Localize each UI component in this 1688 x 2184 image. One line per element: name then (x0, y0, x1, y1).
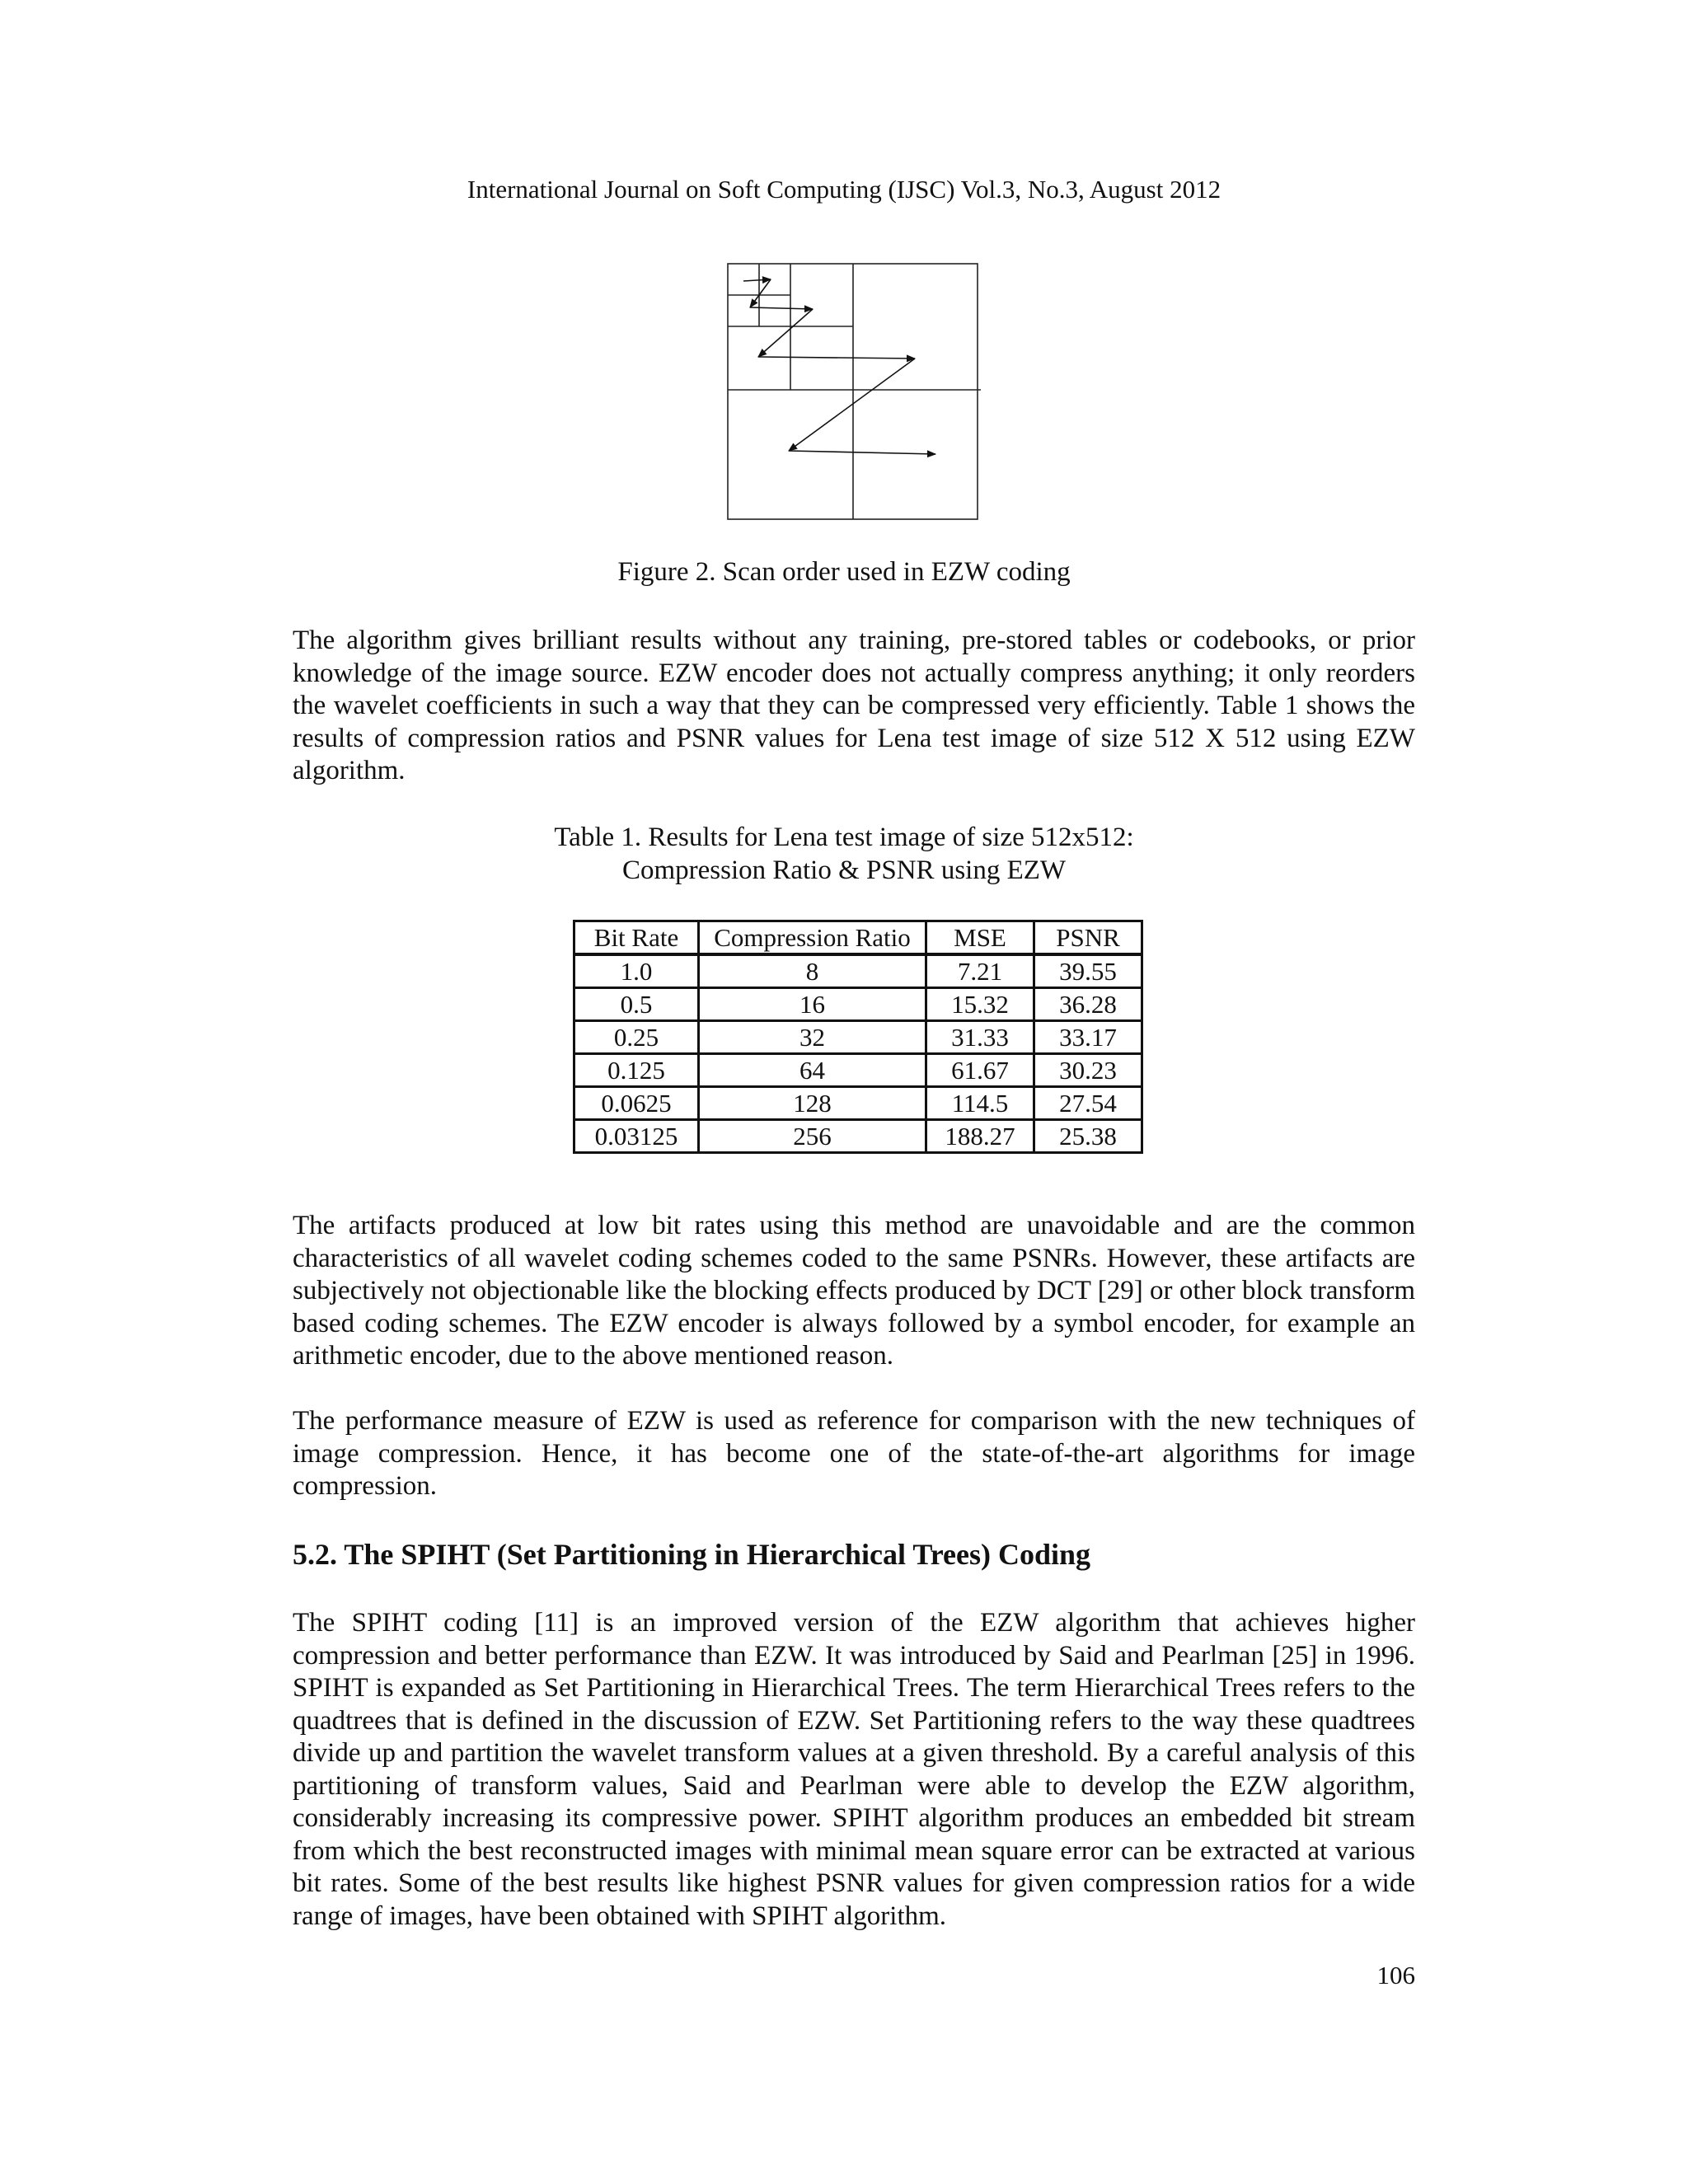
header-bit-rate: Bit Rate (574, 921, 699, 955)
table-row (574, 1120, 1142, 1153)
cell-bit-rate: 0.125 (574, 1054, 699, 1087)
header-compression-ratio: Compression Ratio (699, 921, 926, 955)
ezw-results-table (573, 920, 1143, 1154)
cell-compression-ratio: 256 (699, 1120, 926, 1153)
cell-compression-ratio: 16 (699, 988, 926, 1021)
cell-mse: 188.27 (926, 1120, 1034, 1153)
table-header-row (574, 921, 1142, 955)
cell-bit-rate: 0.0625 (574, 1087, 699, 1120)
table-row (574, 1087, 1142, 1120)
cell-psnr: 27.54 (1034, 1087, 1142, 1120)
cell-mse: 15.32 (926, 988, 1034, 1021)
table-row (574, 954, 1142, 988)
ezw-scan-order-figure (725, 260, 982, 522)
cell-mse: 61.67 (926, 1054, 1034, 1087)
table-caption-line-1: Table 1. Results for Lena test image of size 512x512: (554, 823, 1134, 852)
cell-compression-ratio: 64 (699, 1054, 926, 1087)
cell-psnr: 36.28 (1034, 988, 1142, 1021)
cell-mse: 7.21 (926, 954, 1034, 988)
section-heading-spiht: 5.2. The SPIHT (Set Partitioning in Hierarchical Trees) Coding (293, 1538, 1091, 1571)
cell-compression-ratio: 8 (699, 954, 926, 988)
scan-path (743, 279, 935, 454)
table-row (574, 988, 1142, 1021)
paragraph-spiht: The SPIHT coding [11] is an improved version of the EZW algorithm that achieves higher compression and better performance than EZW. It was introduced by Said and Pearlman [25] in 1996. SPIHT is expanded as Set Partitioning in Hierarchical Trees. The term Hierarchical Trees refers to the quadtrees that is defined in the discussion of EZW. Set Partitioning refers to the way these quadtrees divide up and partition the wavelet transform values at a given threshold. By a careful analysis of this partitioning of transform values, Said and Pearlman were able to develop the EZW algorithm, considerably increasing its compressive power. SPIHT algorithm produces an embedded bit stream from which the best reconstructed images with minimal mean square error can be extracted at various bit rates. Some of the best results like highest PSNR values for given compression ratios for a wide range of images, have been obtained with SPIHT algorithm. (293, 1608, 1415, 1931)
table-caption-line-2: Compression Ratio & PSNR using EZW (621, 855, 1067, 885)
cell-psnr: 30.23 (1034, 1054, 1142, 1087)
page-number: 106 (1376, 1961, 1415, 1990)
running-header: International Journal on Soft Computing (IJSC) Vol.3, No.3, August 2012 (467, 175, 1221, 204)
cell-bit-rate: 0.03125 (574, 1120, 699, 1153)
cell-compression-ratio: 128 (699, 1087, 926, 1120)
table-row (574, 1054, 1142, 1087)
cell-mse: 31.33 (926, 1021, 1034, 1054)
table-caption (0, 821, 1688, 887)
table-row (574, 1021, 1142, 1054)
cell-psnr: 33.17 (1034, 1021, 1142, 1054)
subband-grid (728, 264, 981, 519)
paragraph-artifacts: The artifacts produced at low bit rates using this method are unavoidable and are the common characteristics of all wavelet coding schemes coded to the same PSNRs. However, these artifacts are subjectively not objectionable like the blocking effects produced by DCT [29] or other block transform based coding schemes. The EZW encoder is always followed by a symbol encoder, for example an arithmetic encoder, due to the above mentioned reason. (293, 1211, 1415, 1371)
paragraph-ezw-results: The algorithm gives brilliant results without any training, pre-stored tables or codebooks, or prior knowledge of the image source. EZW encoder does not actually compress anything; it only reorders the wavelet coefficients in such a way that they can be compressed very efficiently. Table 1 shows the results of compression ratios and PSNR values for Lena test image of size 512 X 512 using EZW algorithm. (293, 626, 1415, 785)
header-mse: MSE (926, 921, 1034, 955)
cell-psnr: 39.55 (1034, 954, 1142, 988)
figure-caption: Figure 2. Scan order used in EZW coding (617, 557, 1071, 587)
cell-bit-rate: 0.5 (574, 988, 699, 1021)
cell-compression-ratio: 32 (699, 1021, 926, 1054)
cell-bit-rate: 1.0 (574, 954, 699, 988)
cell-mse: 114.5 (926, 1087, 1034, 1120)
cell-psnr: 25.38 (1034, 1120, 1142, 1153)
cell-bit-rate: 0.25 (574, 1021, 699, 1054)
paragraph-performance: The performance measure of EZW is used as reference for comparison with the new techniques of image compression. Hence, it has become one of the state-of-the-art algorithms for image compression. (293, 1406, 1415, 1501)
header-psnr: PSNR (1034, 921, 1142, 955)
